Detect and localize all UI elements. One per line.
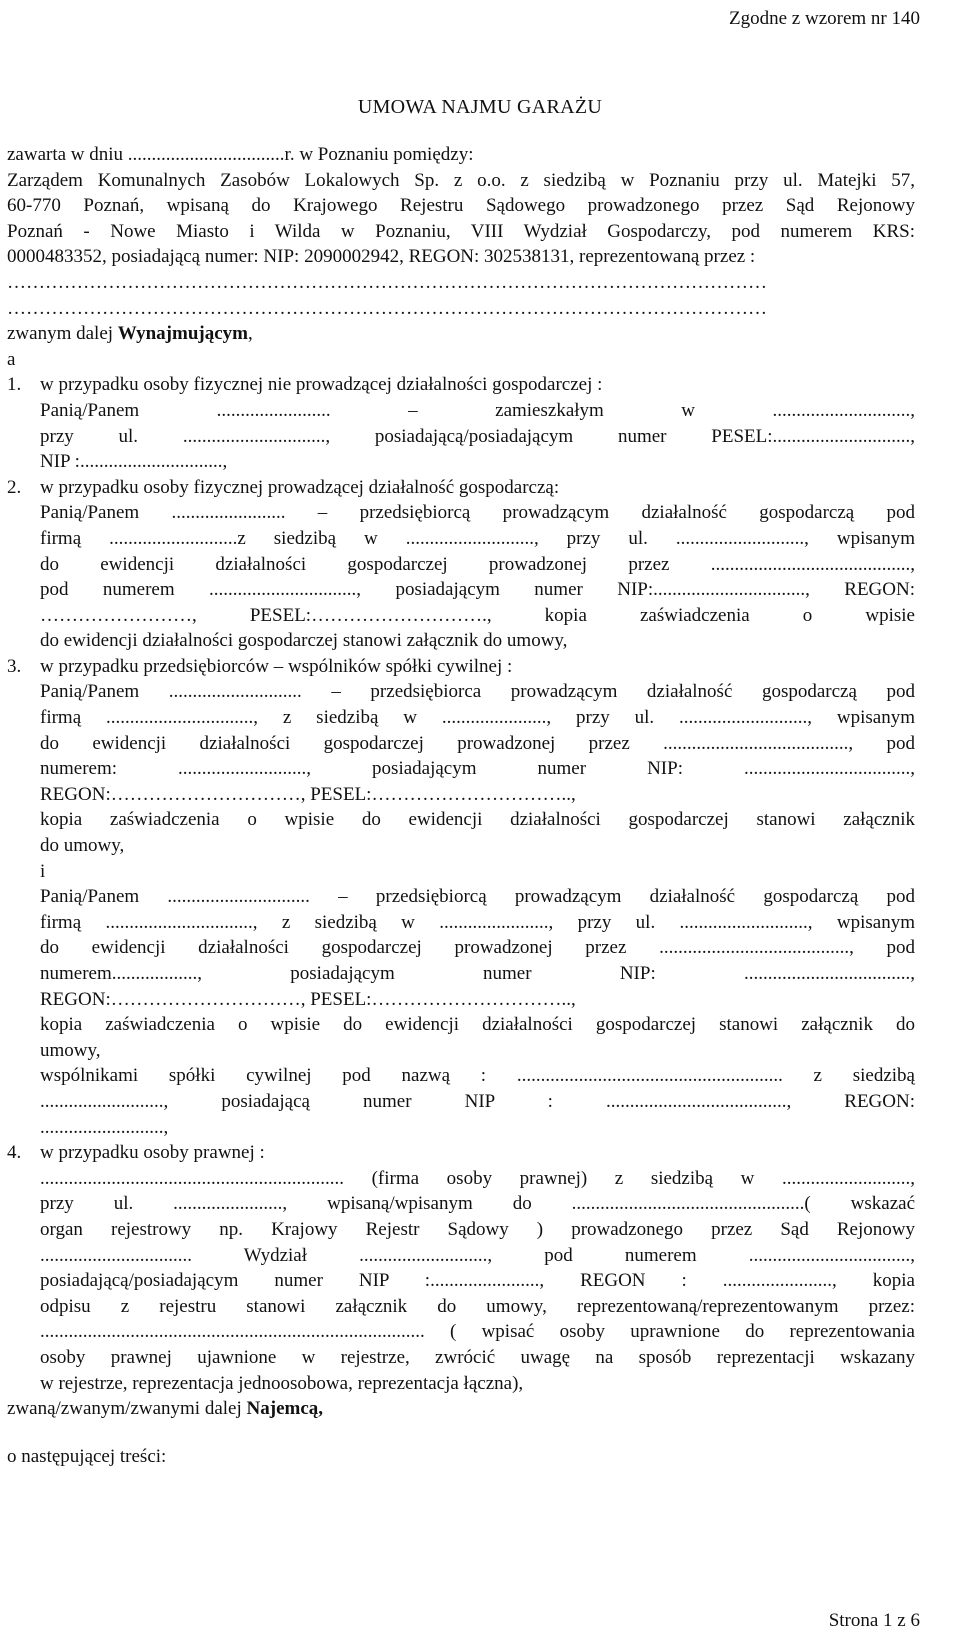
item-line: .........................., posiadającą numer NIP : ......................................, REGON: [40,1090,915,1112]
dotted-fill-line: ………………………………………………………………………………………………………… [7,271,767,293]
party-option-1 [7,372,915,474]
landlord-name-bold: Wynajmującym [117,323,248,345]
item-line: firmą ..............................., z siedzibą w ......................., przy ul. ..........................., wpisanym [40,911,915,933]
item-line: ................................................................................. ( wpisać osoby uprawnione do reprezentowania [40,1321,915,1343]
item-line: w przypadku osoby fizycznej prowadzącej działalność gospodarczą: [40,476,560,498]
document-body [7,142,915,1469]
intro-line: zawarta w dniu .................................r. w Poznaniu pomiędzy: [7,144,474,165]
item-line: ……………………, PESEL:………………………., kopia zaświadczenia o wpisie [40,604,915,626]
item-line: numerem: ..........................., posiadającym numer NIP: ..................................., [40,758,915,780]
item-line: przy ul. ......................., wpisaną/wpisanym do .................................................( wskazać [40,1193,915,1215]
item-line: osoby prawnej ujawnione w rejestrze, zwrócić uwagę na sposób reprezentacji wskazany [40,1346,915,1368]
page-footer: Strona 1 z 6 [828,1610,920,1631]
party-option-2 [7,475,915,654]
item-line: do ewidencji działalności gospodarczej prowadzonej przez ......................................., pod [40,732,915,754]
intro-line: Zarządem Komunalnych Zasobów Lokalowych Sp. z o.o. z siedzibą w Poznaniu przy ul. Matejki 57, [7,169,915,191]
party-option-3 [7,654,915,1140]
conjunction-a: a [7,348,16,370]
item-line: kopia zaświadczenia o wpisie do ewidencji działalności gospodarczej stanowi załącznik do [40,1014,915,1036]
closing-line: o następującej treści: [7,1445,167,1467]
item-line: .........................., [40,1116,169,1138]
item-line: w przypadku osoby prawnej : [40,1142,265,1164]
item-line: REGON:…………………………, PESEL:………………………….., [40,988,576,1010]
item-line: NIP :.............................., [40,451,228,473]
item-line: i [40,860,46,882]
item-number: 4. [7,1142,22,1164]
item-line: w przypadku osoby fizycznej nie prowadzącej działalności gospodarczej : [40,374,603,396]
item-line: posiadającą/posiadającym numer NIP :......................., REGON : ......................., kopia [40,1270,915,1292]
landlord-designation: zwanym dalej Wynajmującym, [7,323,253,345]
item-line: Panią/Panem ........................ – przedsiębiorcą prowadzącym działalność gospodarczą pod [40,502,915,524]
intro-line: Poznań - Nowe Miasto i Wilda w Poznaniu, VIII Wydział Gospodarczy, pod numerem KRS: [7,220,915,242]
item-line: firmą ...........................z siedzibą w ..........................., przy ul. ..........................., wpisanym [40,527,915,549]
header-note: Zgodne z wzorem nr 140 [729,8,920,29]
item-line: do umowy, [40,835,125,857]
item-line: ................................................................ (firma osoby prawnej) z siedzibą w ..........................., [40,1167,915,1189]
item-line: ................................ Wydział ..........................., pod numerem .................................., [40,1244,915,1266]
item-number: 1. [7,374,22,396]
item-line: Panią/Panem ............................ – przedsiębiorca prowadzącym działalność gospodarczą pod [40,681,915,703]
item-line: przy ul. .............................., posiadającą/posiadającym numer PESEL:............................., [40,425,915,447]
item-line: Panią/Panem ........................ – zamieszkałym w ............................., [40,399,915,421]
intro-line: 60-770 Poznań, wpisaną do Krajowego Rejestru Sądowego prowadzonego przez Sąd Rejonowy [7,195,915,217]
item-line: firmą ..............................., z siedzibą w ......................, przy ul. ..........................., wpisanym [40,707,915,729]
tenant-name-bold: Najemcą, [246,1398,324,1420]
item-line: kopia zaświadczenia o wpisie do ewidencji działalności gospodarczej stanowi załącznik [40,809,915,831]
item-line: Panią/Panem .............................. – przedsiębiorcą prowadzącym działalność gospodarczą pod [40,886,915,908]
item-number: 3. [7,655,22,677]
item-line: odpisu z rejestru stanowi załącznik do umowy, reprezentowaną/reprezentowanym przez: [40,1295,915,1317]
item-line: umowy, [40,1039,101,1061]
item-line: w przypadku przedsiębiorców – wspólników spółki cywilnej : [40,655,513,677]
item-number: 2. [7,476,22,498]
item-line: do ewidencji działalności gospodarczej prowadzonej przez .........................................., [40,553,915,575]
party-option-4 [7,1140,915,1396]
item-line: do ewidencji działalności gospodarczej prowadzonej przez ........................................, pod [40,937,915,959]
item-line: pod numerem ..............................., posiadającym numer NIP:................................, REGON: [40,579,915,601]
intro-line: 0000483352, posiadającą numer: NIP: 2090002942, REGON: 302538131, reprezentowaną przez : [7,246,756,268]
item-line: numerem.................., posiadającym numer NIP: ..................................., [40,963,915,984]
item-line: REGON:…………………………, PESEL:………………………….., [40,783,576,805]
item-line: w rejestrze, reprezentacja jednoosobowa, reprezentacja łączna), [40,1372,524,1394]
dotted-fill-line: ………………………………………………………………………………………………………… [7,297,767,319]
item-line: do ewidencji działalności gospodarczej stanowi załącznik do umowy, [40,630,568,652]
item-line: organ rejestrowy np. Krajowy Rejestr Sądowy ) prowadzonego przez Sąd Rejonowy [40,1218,915,1240]
item-line: wspólnikami spółki cywilnej pod nazwą : ........................................................ z siedzibą [40,1065,915,1087]
document-title: UMOWA NAJMU GARAŻU [357,96,603,118]
tenant-designation: zwaną/zwanym/zwanymi dalej Najemcą, [7,1398,324,1420]
